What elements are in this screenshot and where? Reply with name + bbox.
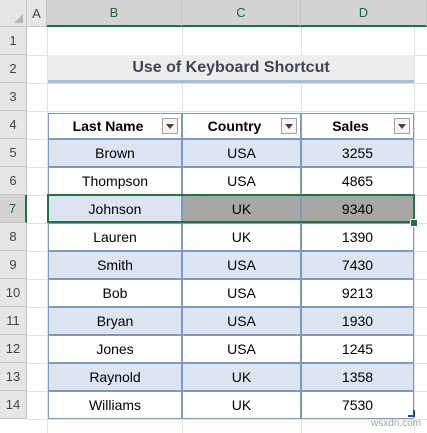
cell-value: 7530 [341, 397, 374, 413]
cell-value: Williams [88, 397, 142, 413]
select-all-triangle-icon [14, 14, 23, 23]
fill-handle[interactable] [410, 219, 418, 227]
row-header-10[interactable]: 10 [0, 279, 27, 307]
filter-dropdown-sales[interactable] [394, 118, 410, 134]
row-header-4[interactable]: 4 [0, 111, 27, 139]
cell-value: 1245 [341, 341, 374, 357]
gridline-vertical [414, 27, 415, 433]
cell-value: UK [231, 369, 252, 385]
row-header-1[interactable]: 1 [0, 27, 27, 55]
table-cell-country[interactable] [182, 195, 301, 223]
cell-value: 1930 [341, 313, 374, 329]
row-header-7[interactable]: 7 [0, 195, 27, 223]
table-cell-sales[interactable] [301, 363, 414, 391]
cell-value: Raynold [89, 369, 141, 385]
cell-value: Thompson [81, 173, 149, 189]
row-header-5[interactable]: 5 [0, 139, 27, 167]
table-cell-sales[interactable] [301, 307, 414, 335]
table-cell-last-name[interactable] [48, 223, 182, 251]
filter-dropdown-last-name[interactable] [162, 118, 178, 134]
cell-value: USA [227, 313, 256, 329]
table-cell-sales[interactable] [301, 279, 414, 307]
table-cell-country[interactable] [182, 251, 301, 279]
table-cell-last-name[interactable] [48, 139, 182, 167]
row-header-11[interactable]: 11 [0, 307, 27, 335]
table-cell-country[interactable] [182, 307, 301, 335]
cell-value: UK [231, 229, 252, 245]
cell-value: USA [227, 173, 256, 189]
cell-value: 9340 [341, 201, 374, 217]
table-cell-country[interactable] [182, 279, 301, 307]
table-cell-country[interactable] [182, 139, 301, 167]
header-country-label: Country [207, 118, 262, 134]
table-cell-sales[interactable] [301, 139, 414, 167]
cell-value: Bryan [96, 313, 134, 329]
cell-value: Lauren [93, 229, 137, 245]
chevron-down-icon [285, 124, 293, 129]
cell-value: 1358 [341, 369, 374, 385]
cell-value: 7430 [341, 257, 374, 273]
table-cell-country[interactable] [182, 167, 301, 195]
table-resize-handle[interactable] [408, 410, 415, 417]
gridline-horizontal [27, 83, 427, 84]
row-header-13[interactable]: 13 [0, 363, 27, 391]
table-cell-sales[interactable] [301, 167, 414, 195]
cell-value: Johnson [88, 201, 142, 217]
cell-value: UK [231, 201, 252, 217]
cell-value: USA [227, 257, 256, 273]
cell-value: Brown [95, 145, 135, 161]
table-cell-country[interactable] [182, 335, 301, 363]
cell-value: 3255 [341, 145, 374, 161]
table-cell-sales[interactable] [301, 251, 414, 279]
header-sales-label: Sales [332, 118, 369, 134]
column-header-d[interactable]: D [301, 0, 427, 27]
watermark: wsxdn.com [370, 418, 421, 429]
filter-dropdown-country[interactable] [281, 118, 297, 134]
row-header-9[interactable]: 9 [0, 251, 27, 279]
row-header-3[interactable]: 3 [0, 83, 27, 111]
table-cell-country[interactable] [182, 223, 301, 251]
table-cell-last-name[interactable] [48, 335, 182, 363]
row-header-2[interactable]: 2 [0, 55, 27, 83]
row-header-8[interactable]: 8 [0, 223, 27, 251]
title-cell[interactable] [48, 55, 414, 83]
title-text: Use of Keyboard Shortcut [132, 58, 330, 76]
row-header-14[interactable]: 14 [0, 391, 27, 419]
column-header-a[interactable]: A [27, 0, 47, 27]
cell-value: Jones [96, 341, 134, 357]
cell-value: Bob [102, 285, 128, 301]
column-header-b[interactable]: B [47, 0, 182, 27]
table-cell-sales[interactable] [301, 391, 414, 419]
gridline-horizontal [27, 111, 427, 112]
table-cell-sales[interactable] [301, 223, 414, 251]
cell-value: USA [227, 285, 256, 301]
cell-value: USA [227, 145, 256, 161]
cell-value: 9213 [341, 285, 374, 301]
row-header-6[interactable]: 6 [0, 167, 27, 195]
table-cell-country[interactable] [182, 391, 301, 419]
table-cell-sales[interactable] [301, 195, 414, 223]
gridline-horizontal [27, 419, 427, 420]
table-cell-last-name[interactable] [48, 279, 182, 307]
column-header-c[interactable]: C [182, 0, 301, 27]
table-cell-sales[interactable] [301, 335, 414, 363]
row-header-12[interactable]: 12 [0, 335, 27, 363]
table-cell-last-name[interactable] [48, 391, 182, 419]
cell-value: UK [231, 397, 252, 413]
table-cell-last-name[interactable] [48, 251, 182, 279]
cell-value: 4865 [341, 173, 374, 189]
chevron-down-icon [166, 124, 174, 129]
cell-value: Smith [97, 257, 133, 273]
chevron-down-icon [398, 124, 406, 129]
table-cell-last-name[interactable] [48, 363, 182, 391]
select-all-corner[interactable] [0, 0, 27, 27]
cell-value: 1390 [341, 229, 374, 245]
header-last-name-label: Last Name [72, 118, 144, 134]
table-cell-last-name[interactable] [48, 307, 182, 335]
table-cell-last-name[interactable] [48, 167, 182, 195]
table-cell-last-name[interactable] [48, 195, 182, 223]
table-cell-country[interactable] [182, 363, 301, 391]
cell-value: USA [227, 341, 256, 357]
